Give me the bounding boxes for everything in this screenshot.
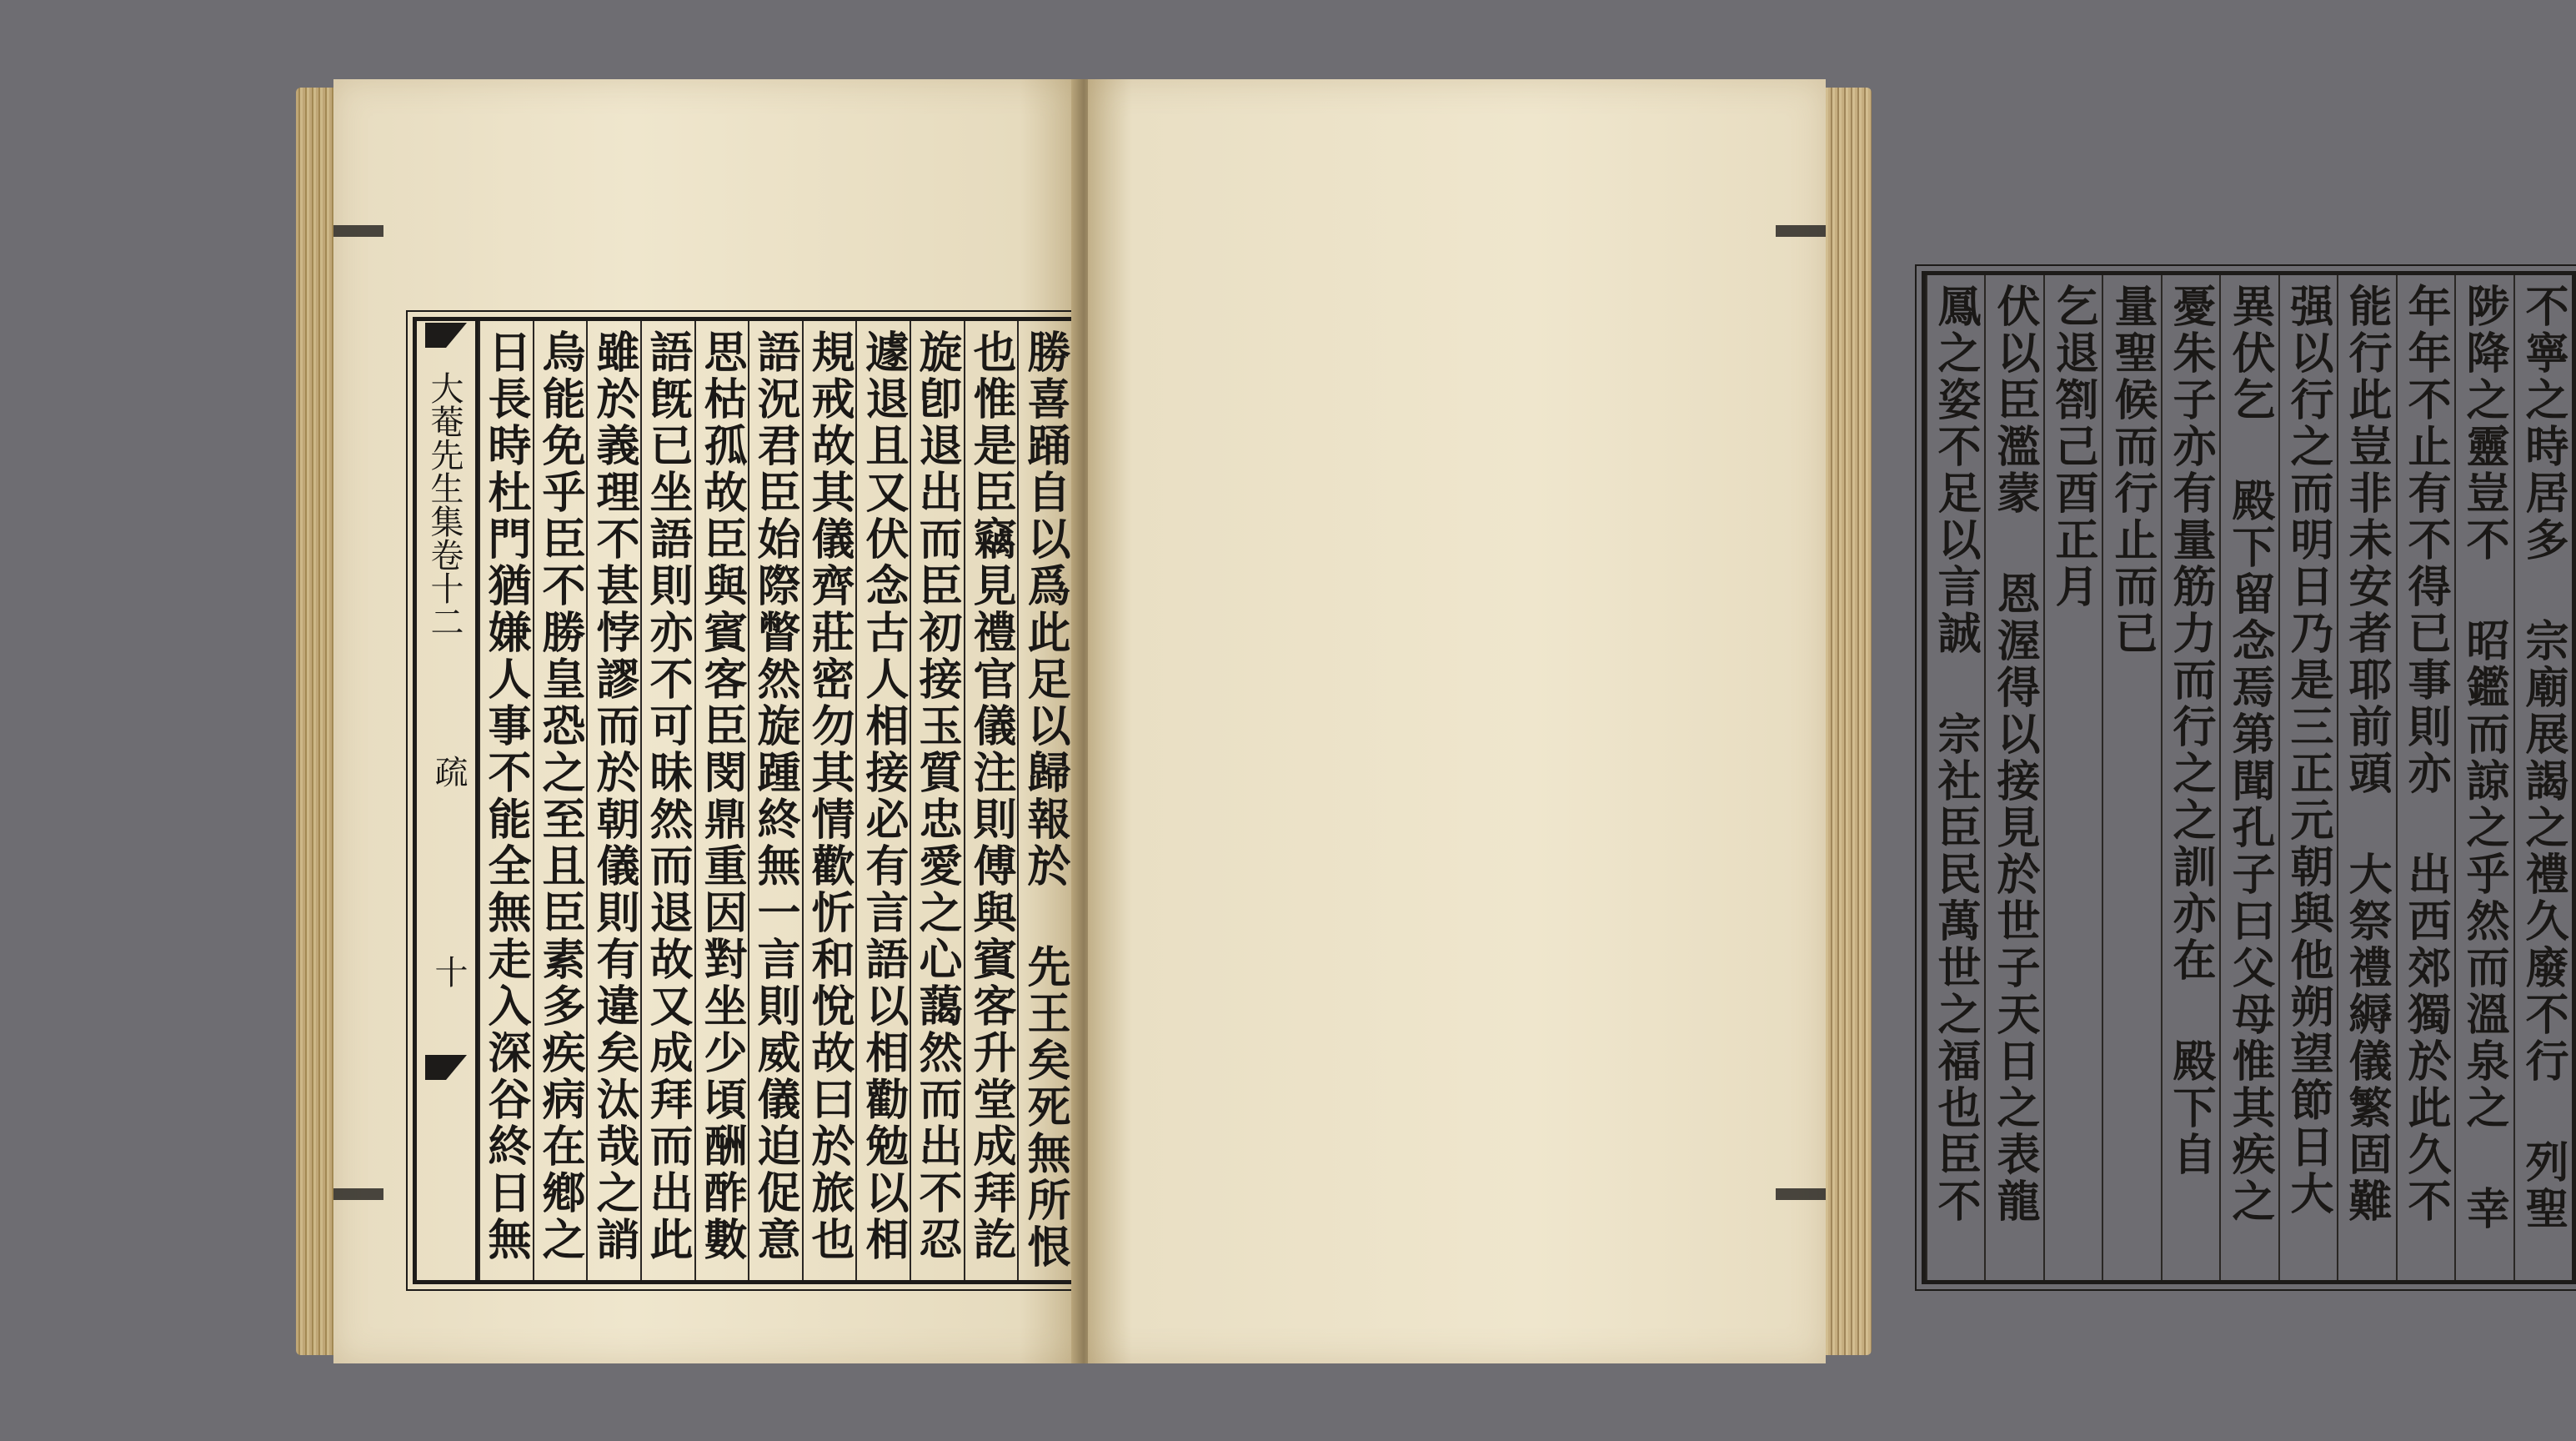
text-column: 也惟是臣竊見禮官儀注則傅與賓客升堂成拜訖 — [965, 329, 1016, 1263]
print-frame-left — [413, 317, 1075, 1284]
text-column: 陟降之靈豈不 昭鑑而諒之乎然而溫泉之 幸 — [2458, 284, 2509, 1233]
binding-thread — [333, 225, 383, 237]
section-label: 疏 — [429, 755, 468, 788]
page-block-right-edge — [1822, 88, 1872, 1355]
column-rule — [1926, 275, 1927, 1280]
left-page — [333, 79, 1080, 1363]
text-column: 憂朱子亦有量筋力而行之之訓亦在 殿下自 — [2165, 284, 2216, 1178]
binding-thread — [333, 1188, 383, 1200]
text-column: 思枯孤故臣與賓客臣閔鼎重因對坐少頃酬酢數 — [696, 329, 747, 1263]
column-rule — [1017, 321, 1019, 1280]
column-rule — [586, 321, 588, 1280]
column-rule — [2454, 275, 2456, 1280]
text-column: 强以行之而明日乃是三正元朝與他朔望節日大 — [2283, 284, 2333, 1218]
column-rule — [2396, 275, 2398, 1280]
text-column: 年年不止有不得已事則亦 出西郊獨於此久不 — [2400, 284, 2451, 1225]
center-margin-column — [417, 321, 479, 1280]
text-column: 勝喜踊自以爲此足以歸報於 先王矣死無所恨 — [1020, 329, 1070, 1271]
text-column: 語旣已坐語則亦不可昧然而退故又成拜而出此 — [642, 329, 693, 1263]
collection-title: 大菴先生集卷十二 — [425, 371, 464, 638]
text-column: 乞退劄己酉正月 — [2047, 284, 2098, 610]
column-rule — [2219, 275, 2221, 1280]
column-rule — [1984, 275, 1986, 1280]
binding-thread — [1776, 1188, 1826, 1200]
text-column: 異伏乞 殿下留念焉第聞孔子曰父母惟其疾之 — [2224, 284, 2275, 1225]
text-column: 烏能免乎臣不勝皇恐之至且臣素多疾病在鄕之 — [534, 329, 585, 1263]
text-column: 遽退且又伏念古人相接必有言語以相勸勉以相 — [858, 329, 909, 1263]
column-rule — [2161, 275, 2163, 1280]
open-book — [296, 79, 2568, 1363]
text-column: 旋卽退出而臣初接玉質忠愛之心藹然而出不忍 — [911, 329, 962, 1263]
text-column: 伏以臣濫蒙 恩渥得以接見於世子天日之表龍 — [1989, 284, 2040, 1225]
text-column: 不寧之時居多 宗廟展謁之禮久廢不行 列聖 — [2518, 284, 2568, 1233]
text-column: 鳳之姿不足以言誠 宗社臣民萬世之福也臣不 — [1930, 284, 1981, 1225]
print-frame-right — [1922, 271, 2576, 1284]
column-rule — [2043, 275, 2045, 1280]
column-rule — [855, 321, 857, 1280]
leaf-number: 十 — [429, 955, 468, 988]
column-rule — [2278, 275, 2280, 1280]
binding-thread — [1776, 225, 1826, 237]
fish-tail-mark-top — [425, 323, 467, 348]
fish-tail-mark-bottom — [425, 1055, 467, 1080]
text-column: 雖於義理不甚悖謬而於朝儀則有違矣汰哉之誚 — [589, 329, 639, 1263]
text-column: 語況君臣始際瞥然旋踵終無一言則威儀迫促意 — [749, 329, 800, 1263]
right-page — [1088, 79, 2568, 1363]
column-rule — [2102, 275, 2103, 1280]
column-rule — [2337, 275, 2338, 1280]
text-column: 量聖候而行止而已 — [2107, 284, 2158, 657]
column-rule — [2513, 275, 2515, 1280]
text-column: 日長時杜門猶嫌人事不能全無走入深谷終日無 — [480, 329, 531, 1263]
text-column: 能行此豈非未安者耶前頭 大祭禮縟儀繁固難 — [2341, 284, 2392, 1225]
text-column: 規戒故其儀齊莊密勿其情歡忻和悅故曰於旅也 — [804, 329, 854, 1263]
